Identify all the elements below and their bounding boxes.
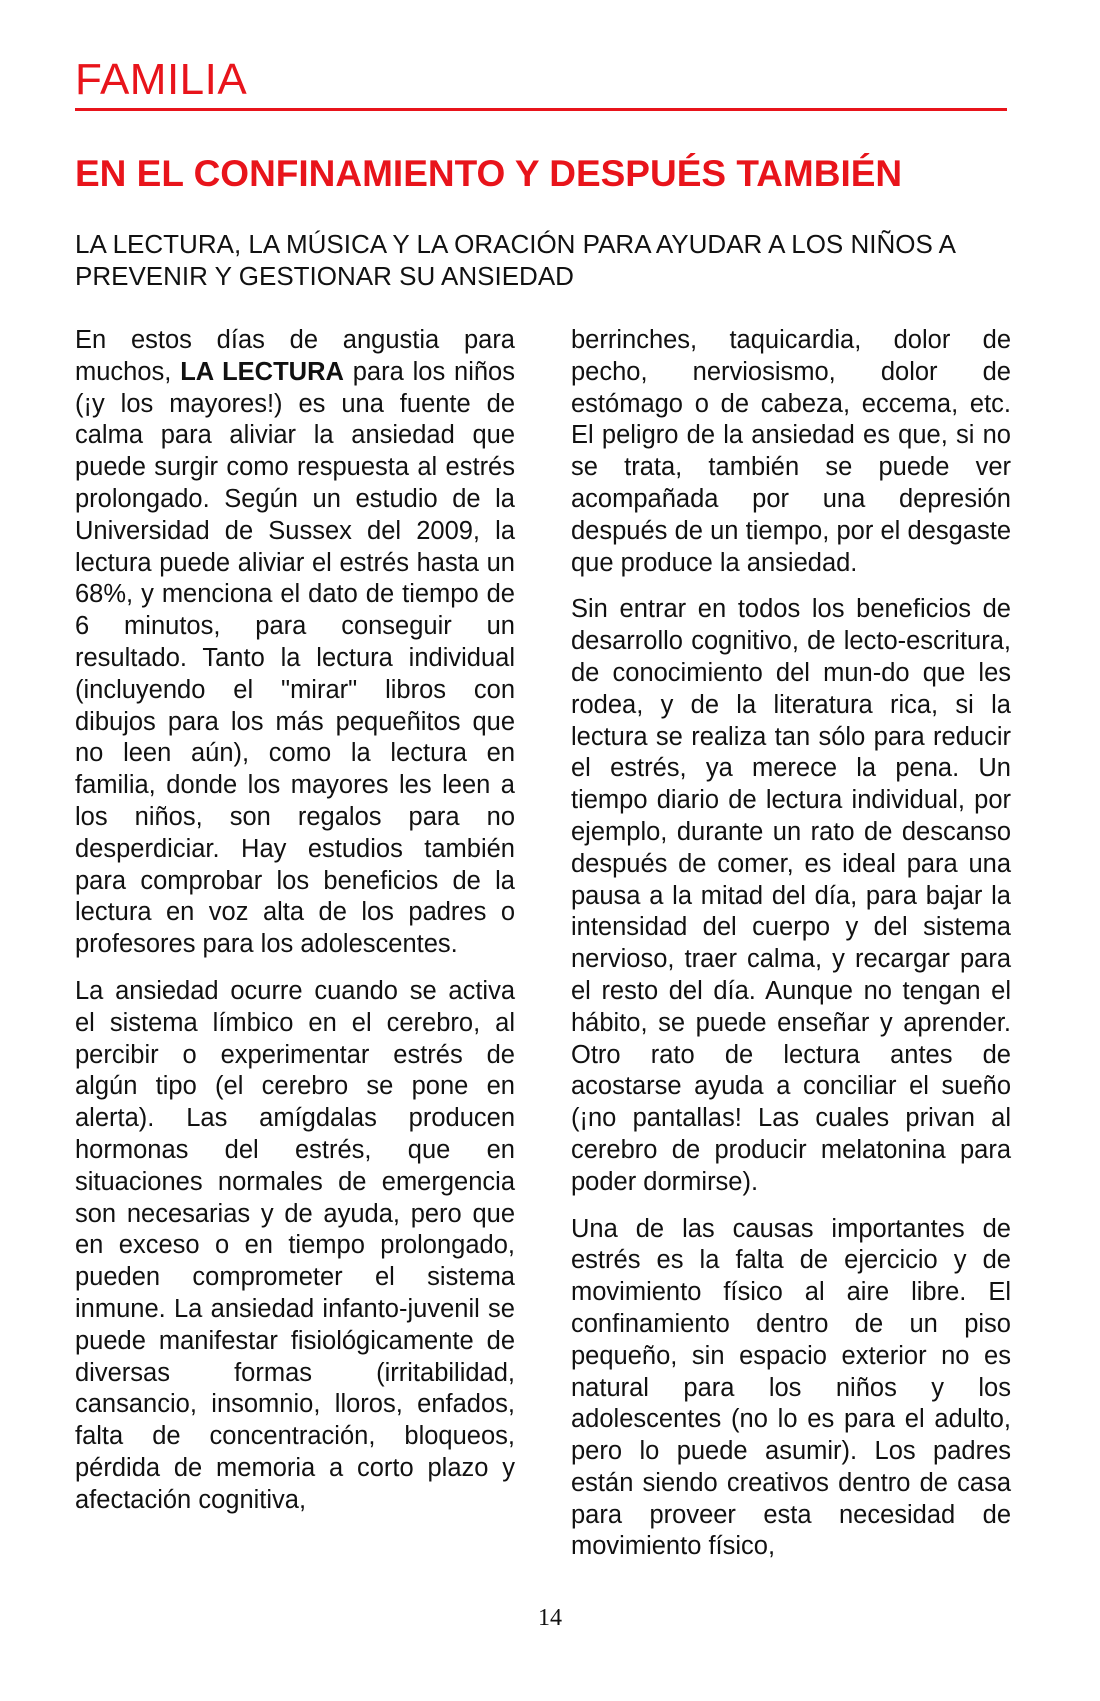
emphasis-reading: LA LECTURA (180, 357, 344, 386)
paragraph-anxiety-continued: berrinches, taquicardia, dolor de pecho, nerviosismo, dolor de estómago o de cabeza, eccema, etc. El peligro de la ansiedad es que, si no se trata, también se puede ver acompañada por una depresión después de un tiempo, por el desgaste que produce la ansiedad. (571, 326, 1011, 577)
article-subheadline: LA LECTURA, LA MÚSICA Y LA ORACIÓN PARA AYUDAR A LOS NIÑOS A PREVENIR Y GESTIONAR SU ANSIEDAD (75, 229, 955, 291)
paragraph-exercise: Una de las causas importantes de estrés es la falta de ejercicio y de movimiento físico al aire libre. El confinamiento dentro de un piso pequeño, sin espacio exterior no es natural para los niños y los adolescentes (no lo es para el adulto, pero lo puede asumir). Los padres están siendo creativos dentro de casa para proveer esta necesidad de movimiento físico, (571, 1214, 1011, 1561)
paragraph-benefits: Sin entrar en todos los beneficios de desarrollo cognitivo, de lecto-escritura, de conocimiento del mun-do que les rodea, y de la literatura rica, si la lectura se realiza tan sólo para reducir el estrés, ya merece la pena. Un tiempo diario de lectura individual, por ejemplo, durante un rato de descanso después de comer, es ideal para una pausa a la mitad del día, para bajar la intensidad del cuerpo y del sistema nervioso, traer calma, y recargar para el resto del día. Aunque no tengan el hábito, se puede enseñar y aprender. Otro rato de lectura antes de acostarse ayuda a conciliar el sueño (¡no pantallas! Las cuales privan al cerebro de producir melatonina para poder dormirse). (571, 595, 1011, 1196)
paragraph-anxiety: La ansiedad ocurre cuando se activa el sistema límbico en el cerebro, al percibir o experimentar estrés de algún tipo (el cerebro se pone en alerta). Las amígdalas producen hormonas del estrés, que en situaciones normales de emergencia son necesarias y de ayuda, pero que en exceso o en tiempo prolongado, pueden comprometer el sistema inmune. La ansiedad infanto-juvenil se puede manifestar fisiológicamente de diversas formas (irritabilidad, cansancio, insomnio, lloros, enfados, falta de concentración, bloqueos, pérdida de memoria a corto plazo y afectación cognitiva, (75, 976, 515, 1514)
text-column-right (571, 325, 1011, 1578)
paragraph-reading: En estos días de angustia para muchos, LA LECTURA para los niños (¡y los mayores!) es una fuente de calma para aliviar la ansiedad que puede surgir como respuesta al estrés prolongado. Según un estudio de la Universidad de Sussex del 2009, la lectura puede aliviar el estrés hasta un 68%, y menciona el dato de tiempo de 6 minutos, para conseguir un resultado. Tanto la lectura individual (incluyendo el "mirar" libros con dibujos para los más pequeñitos que no leen aún), como la lectura en familia, donde los mayores les leen a los niños, son regalos para no desperdiciar. Hay estudios también para comprobar los beneficios de la lectura en voz alta de los padres o profesores para los adolescentes. (75, 326, 515, 959)
page-number: 14 (538, 1605, 562, 1631)
text-column-left (75, 325, 515, 1531)
section-title: FAMILIA (75, 55, 248, 104)
article-headline: EN EL CONFINAMIENTO Y DESPUÉS TAMBIÉN (75, 153, 903, 194)
section-header (75, 56, 1007, 111)
